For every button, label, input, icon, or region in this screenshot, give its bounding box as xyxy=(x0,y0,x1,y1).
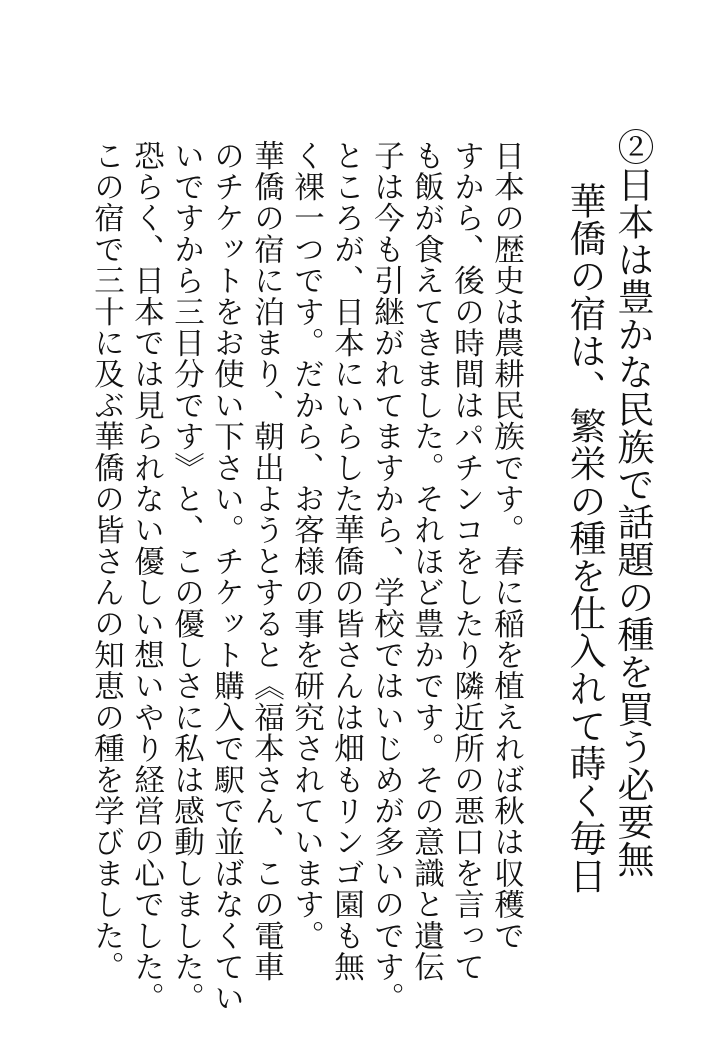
body-line-6: く裸一つです。だから、お客様の事を研究されています。 xyxy=(288,140,324,952)
body-line-11: この宿で三十に及ぶ華僑の皆さんの知恵の種を学びました。 xyxy=(88,140,124,983)
body-line-1: 日本の歴史は農耕民族です。春に稲を植えれば秋は収穫で xyxy=(488,140,524,952)
body-line-5: ところが、日本にいらした華僑の皆さんは畑もリンゴ園も無 xyxy=(328,140,364,983)
body-line-3: も飯が食えてきました。それほど豊かです。その意識と遺伝 xyxy=(408,140,444,983)
body-line-7: 華僑の宿に泊まり、朝出ようとすると《福本さん、この電車 xyxy=(248,140,284,983)
body-line-10: 恐らく、日本では見られない優しい想いやり経営の心でした。 xyxy=(128,140,164,1014)
title-line-1: ②日本は豊かな民族で話題の種を買う必要無 xyxy=(611,128,654,878)
body-line-8: のチケットをお使い下さい。チケット購入で駅で並ばなくてい xyxy=(208,140,244,1014)
body-line-9: いですから三日分です》と、この優しさに私は感動しました。 xyxy=(168,140,204,1014)
body-line-2: すから、後の時間はパチンコをしたり隣近所の悪口を言って xyxy=(448,140,484,983)
title-line-2: 華僑の宿は、繁栄の種を仕入れて蒔く毎日 xyxy=(563,182,606,895)
body-line-4: 子は今も引継がれてますから、学校ではいじめが多いのです。 xyxy=(368,140,404,1014)
